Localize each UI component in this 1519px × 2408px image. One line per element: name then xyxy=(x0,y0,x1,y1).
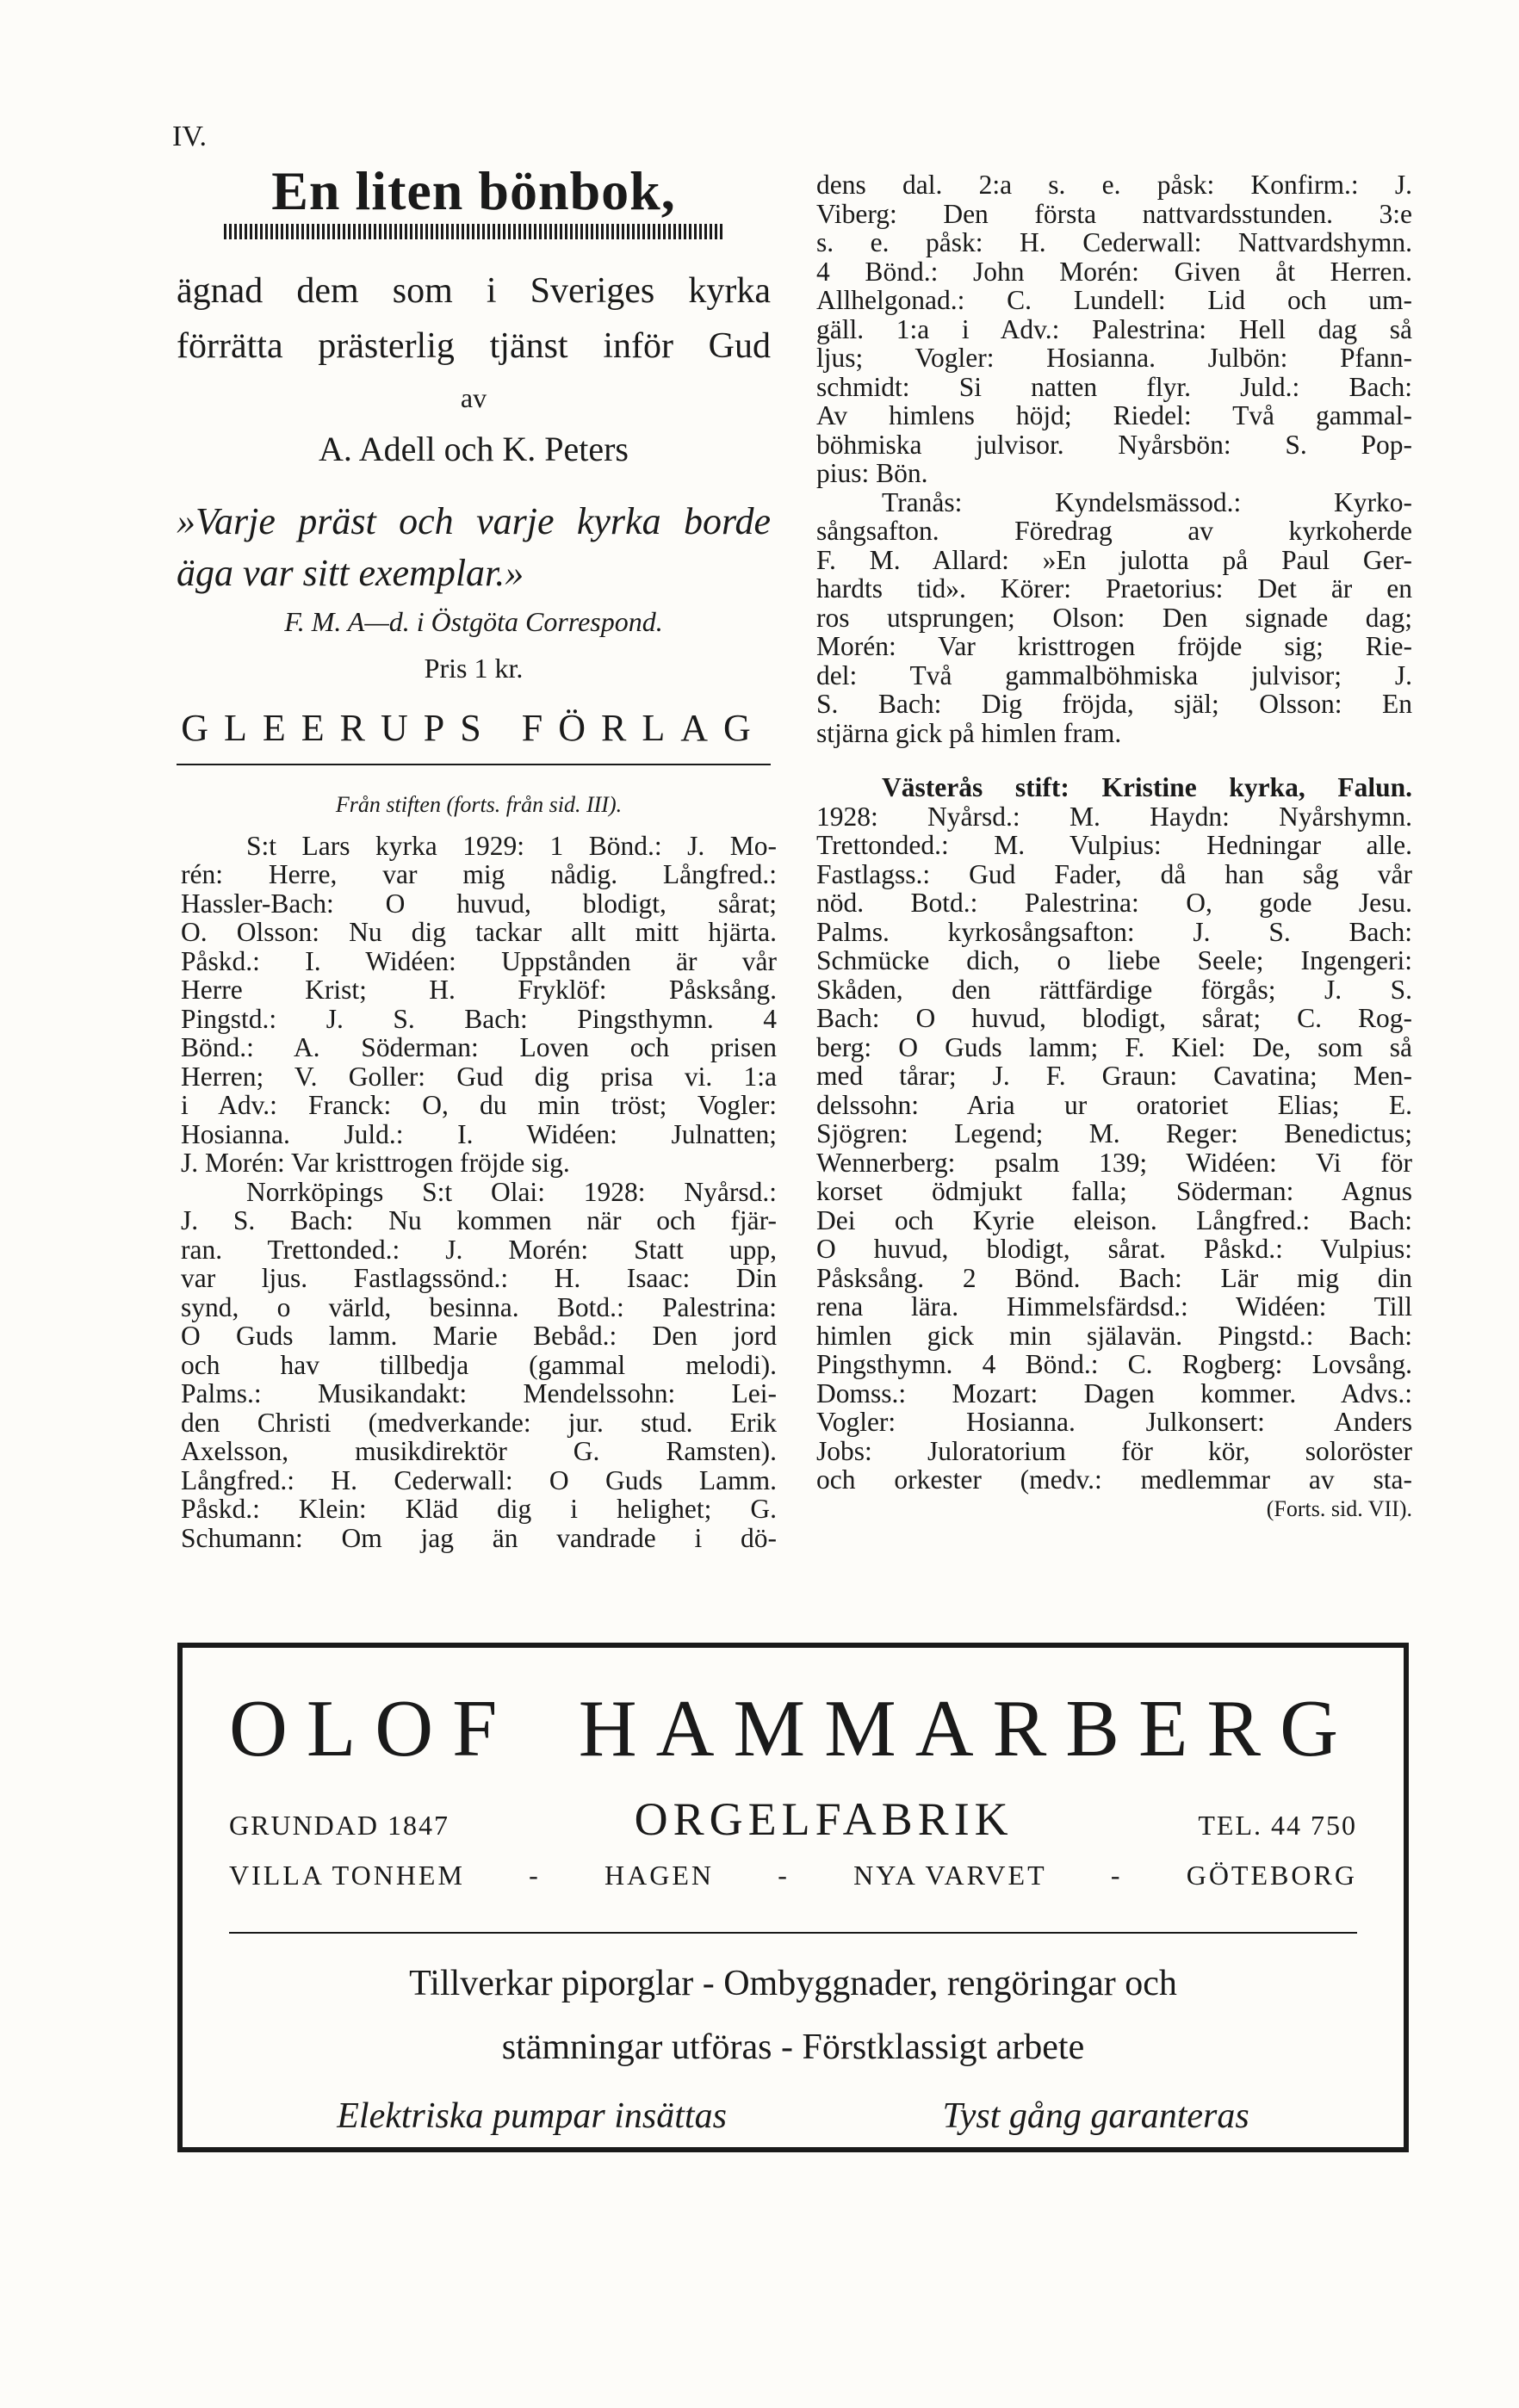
text-line: del: Två gammalböhmiska julvisor; J. xyxy=(816,659,1412,690)
text-line: s. e. påsk: H. Cederwall: Nattvardshymn. xyxy=(816,227,1412,257)
text-line: Påskd.: Klein: Kläd dig i helighet; G. xyxy=(181,1494,777,1524)
text-line: ros utsprungen; Olson: Den signade dag; xyxy=(816,602,1412,633)
text-line: och orkester (medv.: medlemmar av sta- xyxy=(816,1464,1412,1495)
text-line: i Adv.: Franck: O, du min tröst; Vogler: xyxy=(181,1090,777,1120)
text-line: Påsksång. 2 Bönd. Bach: Lär mig din xyxy=(816,1262,1412,1293)
review-quote: äga var sitt exemplar.» xyxy=(177,552,524,594)
text-line: Pingsthymn. 4 Bönd.: C. Rogberg: Lovsång. xyxy=(816,1349,1412,1379)
text-line: S:t Lars kyrka 1929: 1 Bönd.: J. Mo- xyxy=(246,830,777,861)
feature: Tyst gång garanteras xyxy=(942,2096,1249,2136)
text-line: Påskd.: I. Widéen: Uppstånden är vår xyxy=(181,945,777,976)
book-description-line: förrätta prästerlig tjänst inför Gud xyxy=(177,326,771,366)
text-line: böhmiska julvisor. Nyårsbön: S. Pop- xyxy=(816,429,1412,460)
feature: Elektriska pumpar insättas xyxy=(337,2096,727,2136)
text-line: med tårar; J. F. Graun: Cavatina; Men- xyxy=(816,1061,1412,1091)
address-separator: - xyxy=(778,1860,790,1891)
text-line: rén: Herre, var mig nådig. Långfred.: xyxy=(181,859,777,889)
text-line: Herre Krist; H. Fryklöf: Påsksång. xyxy=(181,975,777,1005)
company-name-first: OLOF xyxy=(229,1684,517,1774)
column-heading: Från stiften (forts. från sid. III). xyxy=(335,792,623,817)
organ-factory-advertisement xyxy=(177,1643,1409,2152)
text-line: ran. Trettonded.: J. Morén: Statt upp, xyxy=(181,1234,777,1265)
services-line: stämningar utföras - Förstklassigt arbete xyxy=(501,2027,1085,2067)
text-line: sångsafton. Föredrag av kyrkoherde xyxy=(816,516,1412,546)
publisher-name: GLEERUPS FÖRLAG xyxy=(181,707,766,749)
company-type: ORGELFABRIK xyxy=(634,1793,1014,1845)
text-line: dens dal. 2:a s. e. påsk: Konfirm.: J. xyxy=(816,170,1412,200)
text-line: Allhelgonad.: C. Lundell: Lid och um- xyxy=(816,285,1412,315)
review-quote: »Varje präst och varje kyrka borde xyxy=(177,500,771,542)
text-line: den Christi (medverkande: jur. stud. Erik xyxy=(181,1407,777,1438)
text-line: och hav tillbedja (gammal melodi). xyxy=(181,1349,777,1380)
text-line: Tranås: Kyndelsmässod.: Kyrko- xyxy=(882,486,1412,517)
book-authors: A. Adell och K. Peters xyxy=(319,430,629,468)
text-line: Av himlens höjd; Riedel: Två gammal- xyxy=(816,400,1412,430)
address-part: GÖTEBORG xyxy=(1186,1860,1357,1891)
text-line: Palms.: Musikandakt: Mendelssohn: Lei- xyxy=(181,1378,777,1408)
text-line: Morén: Var kristtrogen fröjde sig; Rie- xyxy=(816,631,1412,661)
text-line: Palms. kyrkosångsafton: J. S. Bach: xyxy=(816,916,1412,947)
text-line: gäll. 1:a i Adv.: Palestrina: Hell dag så xyxy=(816,313,1412,344)
page-number: IV. xyxy=(172,121,207,152)
address-part: VILLA TONHEM xyxy=(229,1860,465,1891)
text-line: Långfred.: H. Cederwall: O Guds Lamm. xyxy=(181,1464,777,1495)
text-line: Skåden, den rättfärdige förgås; J. S. xyxy=(816,974,1412,1005)
text-line: hardts tid». Körer: Praetorius: Det är en xyxy=(816,573,1412,604)
phone-number: TEL. 44 750 xyxy=(1198,1810,1357,1841)
company-info-row xyxy=(229,1792,1357,1846)
text-line: Sjögren: Legend; M. Reger: Benedictus; xyxy=(816,1118,1412,1148)
title-underline xyxy=(224,224,723,239)
text-line: Schmücke dich, o liebe Seele; Ingengeri: xyxy=(816,945,1412,975)
text-line: Viberg: Den första nattvardsstunden. 3:e xyxy=(816,198,1412,229)
company-name xyxy=(229,1682,1357,1775)
text-line: himlen gick min själavän. Pingstd.: Bach: xyxy=(816,1320,1412,1351)
divider xyxy=(229,1932,1357,1934)
text-line: O huvud, blodigt, sårat. Påskd.: Vulpius: xyxy=(816,1234,1412,1264)
text-line: stjärna gick på himlen fram. xyxy=(816,717,1122,748)
text-line: Norrköpings S:t Olai: 1928: Nyårsd.: xyxy=(246,1176,777,1207)
address-part: HAGEN xyxy=(604,1860,714,1891)
text-line: Vogler: Hosianna. Julkonsert: Anders xyxy=(816,1407,1412,1437)
text-line: Bach: O huvud, blodigt, sårat; C. Rog- xyxy=(816,1003,1412,1033)
quote-source: F. M. A—d. i Östgöta Correspond. xyxy=(284,606,663,637)
text-line: Schumann: Om jag än vandrade i dö- xyxy=(181,1522,777,1553)
by-label: av xyxy=(460,382,487,413)
book-advertisement xyxy=(177,160,771,765)
company-name-last: HAMMARBERG xyxy=(578,1684,1357,1774)
text-line: 4 Bönd.: John Morén: Given åt Herren. xyxy=(816,256,1412,287)
book-description-line: ägnad dem som i Sveriges kyrka xyxy=(177,271,771,311)
text-line: Jobs: Juloratorium för kör, soloröster xyxy=(816,1435,1412,1466)
founded-year: GRUNDAD 1847 xyxy=(229,1810,450,1841)
text-line: rena lära. Himmelsfärdsd.: Widéen: Till xyxy=(816,1291,1412,1322)
text-line: Hosianna. Juld.: I. Widéen: Julnatten; xyxy=(181,1118,777,1149)
text-line: nöd. Botd.: Palestrina: O, gode Jesu. xyxy=(816,888,1412,918)
text-line: delssohn: Aria ur oratoriet Elias; E. xyxy=(816,1089,1412,1120)
text-line: Dei och Kyrie eleison. Långfred.: Bach: xyxy=(816,1204,1412,1235)
features-row xyxy=(229,2095,1357,2137)
text-line: var ljus. Fastlagssönd.: H. Isaac: Din xyxy=(181,1263,777,1293)
text-line: O Guds lamm. Marie Bebåd.: Den jord xyxy=(181,1321,777,1351)
text-line: 1928: Nyårsd.: M. Haydn: Nyårshymn. xyxy=(816,801,1412,832)
text-line: S. Bach: Dig fröjda, själ; Olsson: En xyxy=(816,689,1412,719)
book-title: En liten bönbok, xyxy=(271,160,676,221)
left-column xyxy=(181,790,777,1552)
address-part: NYA VARVET xyxy=(853,1860,1047,1891)
address-separator: - xyxy=(529,1860,541,1891)
text-line: Axelsson, musikdirektör G. Ramsten). xyxy=(181,1436,777,1466)
address-row xyxy=(229,1860,1357,1891)
text-line: J. Morén: Var kristtrogen fröjde sig. xyxy=(181,1148,570,1178)
text-line: Wennerberg: psalm 139; Widéen: Vi för xyxy=(816,1147,1412,1178)
text-line: Bönd.: A. Söderman: Loven och prisen xyxy=(181,1032,777,1062)
text-line: Trettonded.: M. Vulpius: Hedningar alle. xyxy=(816,830,1412,860)
book-price: Pris 1 kr. xyxy=(424,653,524,684)
text-line: Domss.: Mozart: Dagen kommer. Advs.: xyxy=(816,1377,1412,1408)
right-column xyxy=(816,170,1412,1523)
text-line: schmidt: Si natten flyr. Juld.: Bach: xyxy=(816,371,1412,402)
text-line: ljus; Vogler: Hosianna. Julbön: Pfann- xyxy=(816,343,1412,373)
address-separator: - xyxy=(1110,1860,1123,1891)
text-line: berg: O Guds lamm; F. Kiel: De, som så xyxy=(816,1031,1412,1062)
continued-note: (Forts. sid. VII). xyxy=(1266,1495,1412,1521)
text-line: pius: Bön. xyxy=(816,458,928,488)
text-line: J. S. Bach: Nu kommen när och fjär- xyxy=(181,1205,777,1235)
text-line: Hassler-Bach: O huvud, blodigt, sårat; xyxy=(181,888,777,919)
services-line: Tillverkar piporglar - Ombyggnader, rengöringar och xyxy=(409,1964,1177,2003)
text-line: Pingstd.: J. S. Bach: Pingsthymn. 4 xyxy=(181,1003,777,1034)
text-line: korset ödmjukt falla; Söderman: Agnus xyxy=(816,1176,1412,1206)
text-line: F. M. Allard: »En julotta på Paul Ger- xyxy=(816,544,1412,575)
section-heading: Västerås stift: Kristine kyrka, Falun. xyxy=(882,772,1412,802)
text-line: synd, o värld, besinna. Botd.: Palestrina: xyxy=(181,1291,777,1322)
text-line: Fastlagss.: Gud Fader, då han såg vår xyxy=(816,858,1412,889)
divider xyxy=(177,764,771,765)
text-line: Herren; V. Goller: Gud dig prisa vi. 1:a xyxy=(181,1061,777,1092)
text-line: O. Olsson: Nu dig tackar allt mitt hjärta. xyxy=(181,917,777,947)
